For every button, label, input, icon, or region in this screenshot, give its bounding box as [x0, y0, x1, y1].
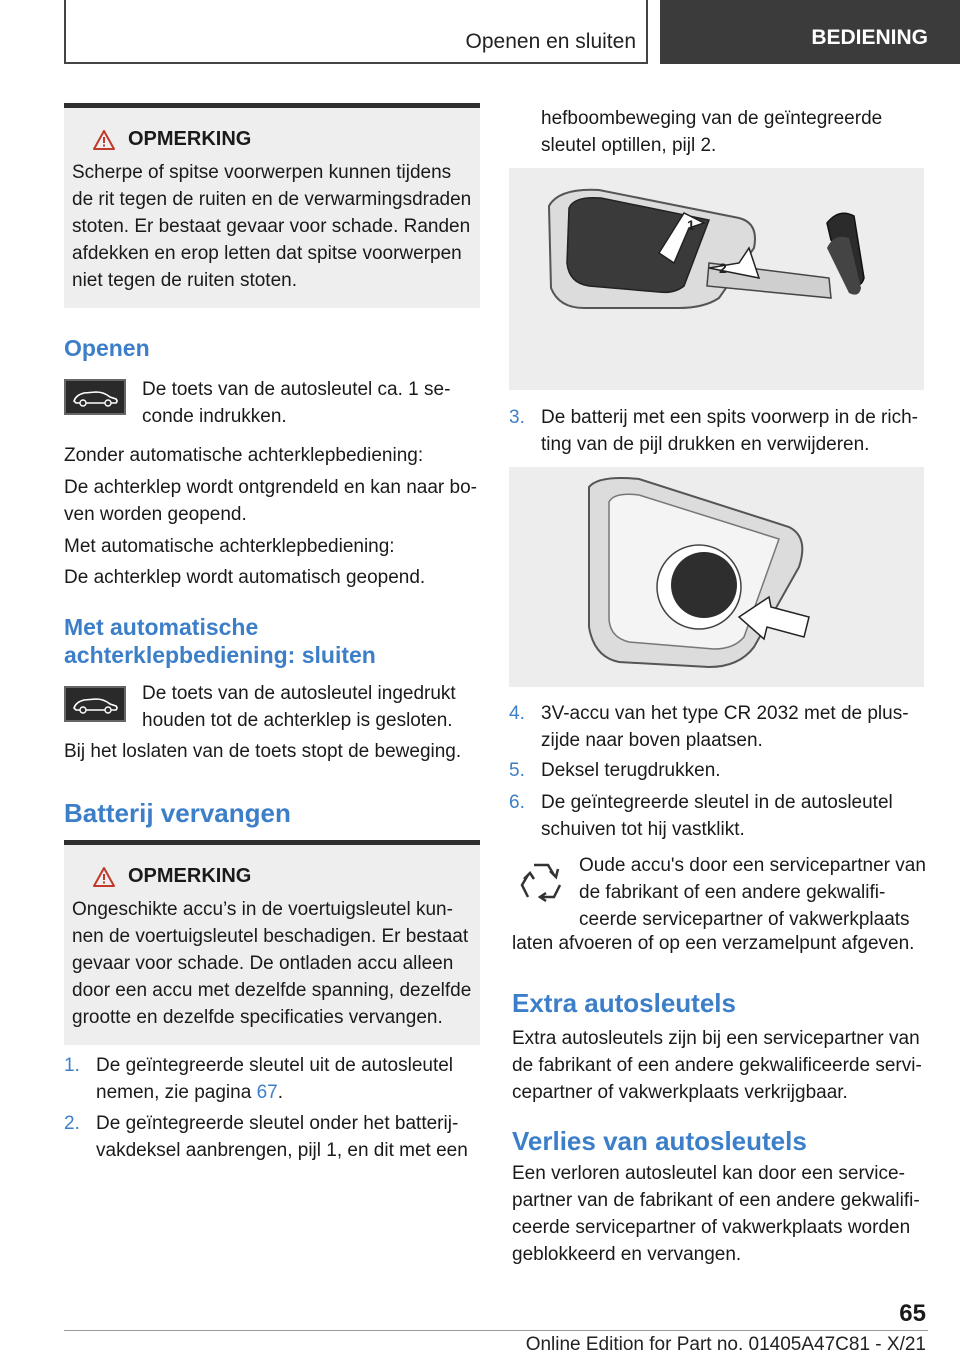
step-1: 1. De geïntegreerde sleutel uit de autosleutel nemen, zie pagina 67.	[64, 1055, 454, 1103]
openen-p2: De achterklep wordt ontgrendeld en kan naar bo-ven worden geopend.	[64, 477, 477, 525]
heading-sluiten: Met automatische achterklepbediening: sluiten	[64, 614, 376, 668]
openen-p1: Zonder automatische achterklepbediening:	[64, 445, 424, 466]
page-link[interactable]: 67	[256, 1082, 278, 1103]
key-illustration	[509, 168, 924, 390]
edition-text: Online Edition for Part no. 01405A47C81 - X/21	[525, 1334, 926, 1355]
extra-keys-text: Extra autosleutels zijn bij een servicepartner van de fabrikant of een andere gekwalificeerde servi-cepartner of vakwerkplaats verkrijgbaar.	[512, 1028, 922, 1103]
heading-lost-keys: Verlies van autosleutels	[512, 1126, 807, 1156]
warning-text: Scherpe of spitse voorwerpen kunnen tijdens de rit tegen de ruiten en de verwarmingsdraden stoten. Er bestaat gevaar voor schade. Randen afdekken en erop letten dat spitse voorwerpen niet tegen de ruiten stoten.	[72, 162, 472, 291]
chapter-tab[interactable]	[660, 0, 960, 64]
battery-illustration	[509, 467, 924, 687]
arrow-label-1: 2	[719, 260, 727, 276]
lost-keys-text: Een verloren autosleutel kan door een service-partner van de fabrikant of een andere gekwalifi-ceerde servicepartner of vakwerkplaats worden geblokkeerd en vervangen.	[512, 1163, 920, 1265]
chapter-label: BEDIENING	[811, 26, 928, 49]
openen-key-text: De toets van de autosleutel ca. 1 se-conde indrukken.	[142, 379, 451, 427]
section-title: Openen en sluiten	[465, 30, 636, 53]
heading-openen: Openen	[64, 335, 150, 361]
step-6: 6. De geïntegreerde sleutel in de autosleutel schuiven tot hij vastklikt.	[509, 792, 893, 840]
warning-icon	[92, 129, 116, 151]
car-key-button-icon	[64, 379, 126, 415]
step2-continued: hefboombeweging van de geïntegreerde sleutel optillen, pijl 2.	[541, 108, 883, 156]
battery-warning-note	[64, 840, 480, 1045]
step-4: 4. 3V-accu van het type CR 2032 met de plus-zijde naar boven plaatsen.	[509, 703, 909, 751]
battery-warning-title: OPMERKING	[92, 865, 472, 888]
footer-divider	[64, 1330, 928, 1331]
page-number: 65	[899, 1300, 926, 1327]
car-key-button-icon	[64, 686, 126, 722]
warning-icon	[92, 866, 116, 888]
heading-battery: Batterij vervangen	[64, 798, 291, 828]
recycle-icon	[514, 857, 568, 911]
step-5: 5. Deksel terugdrukken.	[509, 760, 721, 781]
battery-warning-text: Ongeschikte accu’s in de voertuigsleutel kun-nen de voertuigsleutel beschadigen. Er bestaat gevaar voor schade. De ontladen accu alleen door een accu met dezelfde spanning, dezelfde grootte en dezelfde specificaties vervangen.	[72, 899, 472, 1028]
recycle-text: Oude accu's door een servicepartner van de fabrikant of een andere gekwalifi-ceerde servicepartner of vakwerkplaats	[579, 855, 926, 930]
warning-note	[64, 103, 480, 308]
sluiten-p1: Bij het loslaten van de toets stopt de beweging.	[64, 741, 462, 762]
openen-p4: De achterklep wordt automatisch geopend.	[64, 567, 426, 588]
step-2: 2. De geïntegreerde sleutel onder het batterij-vakdeksel aanbrengen, pijl 1, en dit met een	[64, 1113, 468, 1161]
warning-title: OPMERKING	[92, 128, 472, 151]
arrow-label-2: 1	[687, 217, 695, 233]
heading-extra-keys: Extra autosleutels	[512, 988, 736, 1018]
key-lever-figure	[509, 168, 924, 390]
recycle-text-cont: laten afvoeren of op een verzamelpunt afgeven.	[512, 933, 915, 954]
battery-removal-figure	[509, 467, 924, 687]
step-3: 3. De batterij met een spits voorwerp in de rich-ting van de pijl drukken en verwijderen.	[509, 407, 918, 455]
openen-p3: Met automatische achterklepbediening:	[64, 536, 395, 557]
sluiten-key-text: De toets van de autosleutel ingedrukt houden tot de achterklep is gesloten.	[142, 683, 456, 731]
